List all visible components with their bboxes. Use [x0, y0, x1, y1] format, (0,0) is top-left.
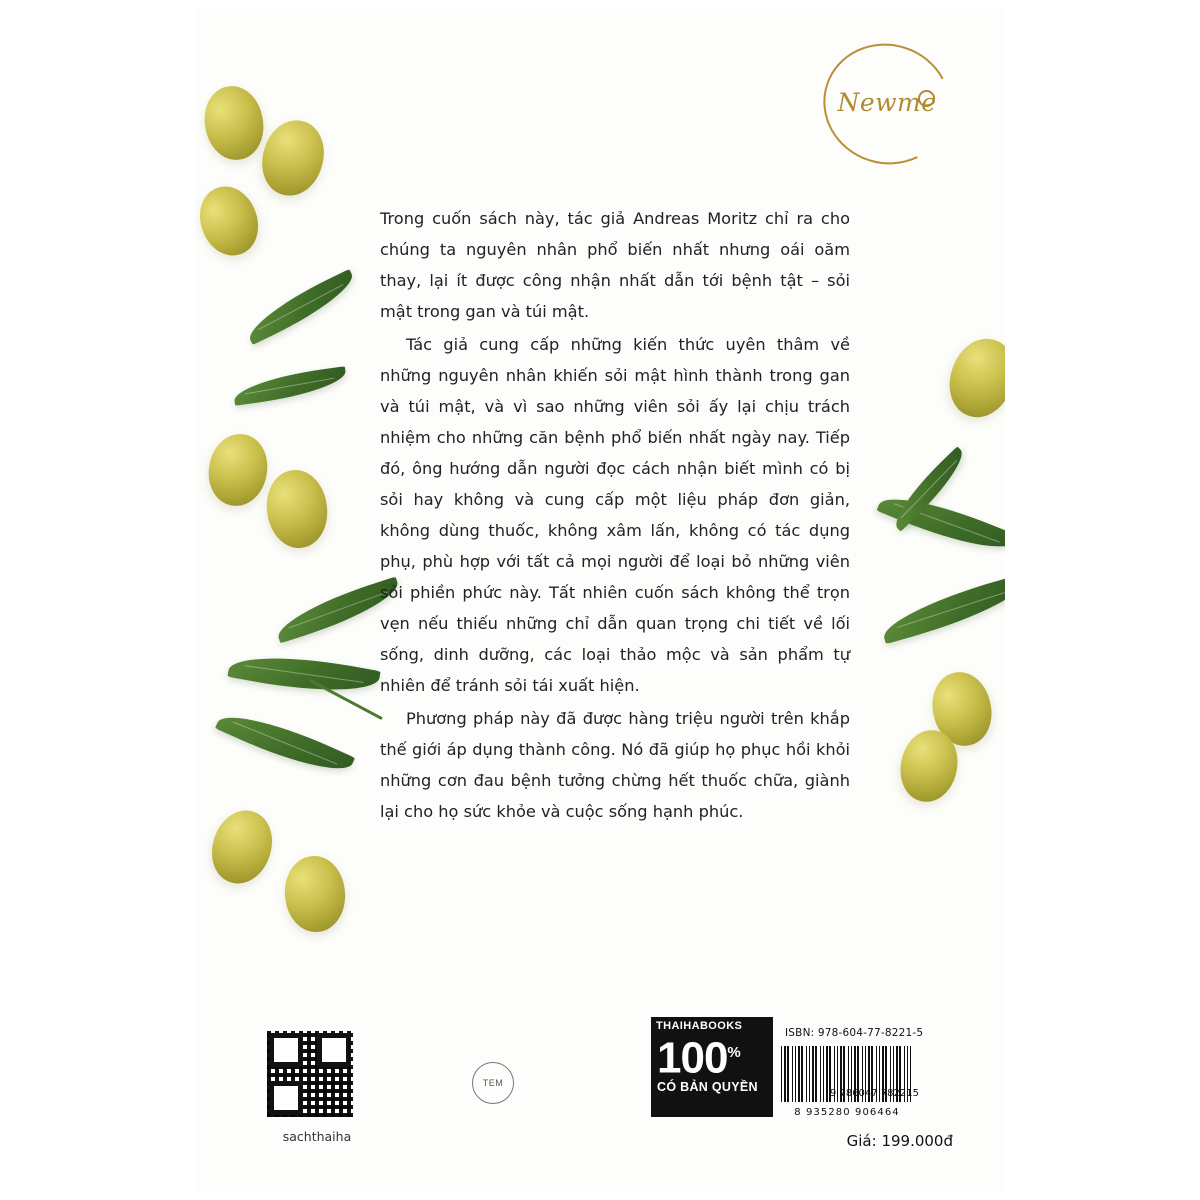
leaf-decoration	[215, 701, 355, 785]
qr-label: sachthaiha	[282, 1129, 352, 1144]
barcode-side-number: 9 786047 782215	[829, 1088, 919, 1099]
copyright-number-value: 100	[657, 1033, 728, 1083]
paragraph: Trong cuốn sách này, tác giả Andreas Moritz chỉ ra cho chúng ta nguyên nhân phổ biến nhất nhưng oái oăm thay, lại ít được công nhận nhất dẫn tới bệnh tật – sỏi mật trong gan và túi mật.	[380, 209, 850, 321]
price-label: Giá: 199.000đ	[846, 1132, 953, 1150]
logo-text: Newme	[837, 88, 937, 117]
olive-decoration	[204, 803, 280, 890]
leaf-decoration	[241, 269, 360, 345]
paragraph: Phương pháp này đã được hàng triệu người trên khắp thế giới áp dụng thành công. Nó đã giúp họ phục hồi khỏi những cơn đau bệnh tưởng chừng hết thuốc chữa, giành lại cho họ sức khỏe và cuộc sống hạnh phúc.	[380, 709, 850, 821]
olive-decoration	[198, 81, 270, 165]
qr-finder-icon	[269, 1033, 303, 1067]
copyright-caption: CÓ BẢN QUYỀN	[657, 1079, 758, 1094]
logo-dot-icon	[918, 90, 935, 107]
publisher-logo	[823, 44, 951, 164]
qr-finder-icon	[317, 1033, 351, 1067]
leaf-decoration	[227, 645, 380, 703]
leaf-decoration	[878, 574, 1005, 644]
percent-symbol: %	[727, 1044, 741, 1061]
olive-decoration	[261, 466, 332, 552]
barcode-number: 8 935280 906464	[794, 1107, 900, 1118]
qr-finder-icon	[269, 1081, 303, 1115]
publisher-name: THAIHABOOKS	[656, 1020, 743, 1032]
olive-decoration	[204, 430, 271, 509]
stamp-badge: TEM	[472, 1062, 514, 1104]
copyright-badge	[651, 1017, 773, 1117]
qr-code[interactable]	[267, 1031, 353, 1117]
paragraph: Tác giả cung cấp những kiến thức uyên thâm về những nguyên nhân khiến sỏi mật hình thành trong gan và túi mật, và vì sao những viên sỏi ấy lại chịu trách nhiệm cho những căn bệnh phổ biến nhất ngày nay. Tiếp đó, ông hướng dẫn người đọc cách nhận biết mình có bị sỏi hay không và cung cấp một liệu pháp đơn giản, không dùng thuốc, không xâm lấn, không có tác dụng phụ, phù hợp với tất cả mọi người để loại bỏ những viên sỏi phiền phức này. Tất nhiên cuốn sách không thể trọn vẹn nếu thiếu những chỉ dẫn quan trọng chi tiết về lối sống, dinh dưỡng, các loại thảo mộc và sản phẩm tự nhiên để tránh sỏi tái xuất hiện.	[380, 335, 850, 695]
back-cover-copy	[380, 203, 850, 829]
olive-decoration	[255, 114, 332, 202]
isbn-text: ISBN: 978-604-77-8221-5	[785, 1027, 924, 1039]
leaf-decoration	[232, 366, 348, 406]
copyright-number	[651, 1032, 773, 1083]
olive-decoration	[281, 853, 349, 935]
olive-decoration	[940, 330, 1005, 425]
back-cover-page	[195, 8, 1005, 1192]
olive-decoration	[195, 178, 268, 264]
